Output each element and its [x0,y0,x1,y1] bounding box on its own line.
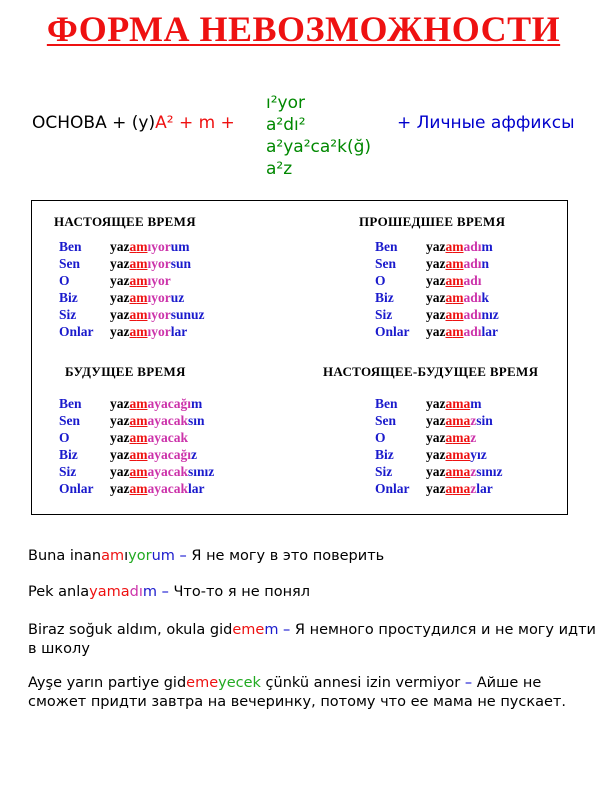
negation-suffix: m [452,324,464,339]
personal-affix: nız [481,307,499,322]
pronoun: Onlar [375,324,410,339]
negation-vowel: a [129,413,137,428]
example-dash: – [157,584,174,600]
verb-form [110,395,202,412]
tense-affix: ıyor [147,324,171,339]
example-turkish-part: Pek anla [28,584,90,600]
negation-vowel: a [129,239,137,254]
example-translation: Я немного простудился и не могу идти в школу [28,622,596,657]
negation-suffix: m [452,290,464,305]
pronoun: Sen [375,256,397,271]
negation-suffix: ma [452,447,471,462]
verb-form [110,255,191,272]
table-row [375,463,503,480]
personal-affix: yız [470,447,487,462]
pronoun: Siz [375,307,393,322]
negation-suffix: m [136,256,148,271]
pronoun: Siz [375,464,393,479]
verb-stem: yaz [426,447,446,462]
example-3 [28,621,598,659]
verb-stem: yaz [426,290,446,305]
verb-form [426,395,482,412]
personal-affix: sın [188,413,205,428]
table-row [375,238,499,255]
verb-stem: yaz [110,273,130,288]
table-row [59,429,214,446]
pronoun: Sen [59,413,81,428]
section-title-present: НАСТОЯЩЕЕ ВРЕМЯ [54,214,196,229]
negation-vowel: a [445,396,453,411]
personal-affix: z [191,447,197,462]
negation-suffix: m [136,413,148,428]
negation-vowel: a [129,464,137,479]
pronoun: O [375,430,386,445]
negation-vowel: a [129,307,137,322]
verb-form [426,255,489,272]
example-dash: – [460,675,477,691]
example-turkish-part: um [151,548,175,564]
tense-affix: z [470,464,477,479]
negation-suffix: ma [452,464,471,479]
table-row [59,395,214,412]
table-row [375,412,503,429]
personal-affix: lar [170,324,188,339]
section-title-past: ПРОШЕДШЕЕ ВРЕМЯ [359,214,506,229]
negation-suffix: m [136,307,148,322]
verb-form [110,272,171,289]
negation-vowel: a [129,481,137,496]
verb-stem: yaz [110,430,130,445]
formula-a2: A² + m + [155,113,235,133]
pronoun: Biz [59,447,78,462]
verb-stem: yaz [426,273,446,288]
tense-affix: z [470,413,477,428]
table-row [375,395,503,412]
verb-stem: yaz [110,413,130,428]
table-present [59,238,205,340]
verb-form [110,429,188,446]
personal-affix: k [481,290,490,305]
verb-stem: yaz [426,413,446,428]
table-row [59,463,214,480]
personal-affix: n [481,256,490,271]
table-row [375,323,499,340]
tense-affix: z [470,481,477,496]
personal-affix: um [170,239,190,254]
example-turkish-part: m [264,622,279,638]
verb-stem: yaz [110,396,130,411]
personal-affix: m [470,396,482,411]
table-row [375,480,503,497]
verb-stem: yaz [110,464,130,479]
personal-affix: sunuz [170,307,205,322]
negation-suffix: m [136,430,148,445]
pronoun: Ben [59,396,82,411]
example-translation: Айше не сможет придти завтра на вечеринку, потому что ее мама не пускает. [28,675,566,710]
verb-stem: yaz [110,239,130,254]
pronoun: Sen [375,413,397,428]
pronoun: Ben [375,396,398,411]
example-turkish-part: dı [129,584,143,600]
example-1 [28,547,598,566]
formula-ending: ı²yor [266,93,305,113]
pronoun: Sen [59,256,81,271]
example-turkish-part: çünkü annesi izin vermiyor [260,675,461,691]
example-dash: – [174,548,192,564]
negation-suffix: m [136,324,148,339]
pronoun: Biz [375,447,394,462]
negation-suffix: m [452,273,464,288]
pronoun: Siz [59,307,77,322]
formula-ending: a²ya²ca²k(ğ) [266,137,372,157]
table-row [59,272,205,289]
formula-ending: a²dı² [266,115,306,135]
negation-suffix: m [136,239,148,254]
negation-vowel: a [445,430,453,445]
table-row [59,446,214,463]
negation-suffix: m [136,464,148,479]
verb-form [110,306,205,323]
negation-vowel: a [445,273,453,288]
verb-form [426,446,487,463]
verb-form [110,238,190,255]
example-2 [28,583,598,602]
verb-form [110,289,184,306]
verb-form [426,306,499,323]
negation-vowel: a [445,464,453,479]
pronoun: Siz [59,464,77,479]
verb-stem: yaz [110,290,130,305]
formula-ending: a²z [266,159,293,179]
verb-form [110,463,214,480]
section-title-future: БУДУЩЕЕ ВРЕМЯ [65,364,186,379]
example-turkish-part: ı [124,548,129,564]
tense-affix: ayacak [147,481,188,496]
tense-affix: ıyor [147,307,171,322]
table-row [59,255,205,272]
page-title: ФОРМА НЕВОЗМОЖНОСТИ [46,9,561,49]
verb-stem: yaz [426,396,446,411]
verb-form [426,429,476,446]
formula-base-text: ОСНОВА + (y) [32,113,156,133]
verb-stem: yaz [110,256,130,271]
verb-form [426,463,503,480]
negation-suffix: m [452,239,464,254]
pronoun: Biz [375,290,394,305]
verb-form [426,238,493,255]
pronoun: Onlar [59,324,94,339]
tense-affix: adı [463,290,482,305]
verb-form [426,272,482,289]
table-row [375,255,499,272]
verb-stem: yaz [426,464,446,479]
example-translation: Что-то я не понял [173,584,311,600]
tense-affix: ıyor [147,273,171,288]
negation-vowel: a [129,430,137,445]
verb-stem: yaz [426,430,446,445]
verb-stem: yaz [426,324,446,339]
negation-suffix: m [136,290,148,305]
tense-affix: ayacak [147,430,188,445]
negation-vowel: a [445,290,453,305]
table-row [375,306,499,323]
formula-personal-affixes: + Личные аффиксы [397,113,575,133]
tense-affix: ayacağı [147,447,191,462]
example-turkish-part: am [101,548,125,564]
verb-stem: yaz [110,307,130,322]
personal-affix: sınız [476,464,503,479]
personal-affix: uz [170,290,185,305]
negation-suffix: m [452,256,464,271]
pronoun: O [375,273,386,288]
negation-suffix: ma [452,430,471,445]
negation-vowel: a [129,290,137,305]
table-row [59,323,205,340]
tense-affix: ıyor [147,256,171,271]
table-row [59,238,205,255]
verb-form [426,323,498,340]
negation-vowel: a [129,447,137,462]
table-row [59,306,205,323]
personal-affix: lar [476,481,493,496]
table-row [375,289,499,306]
negation-vowel: a [129,396,137,411]
pronoun: O [59,273,70,288]
negation-suffix: m [452,307,464,322]
negation-vowel: a [445,447,453,462]
verb-stem: yaz [426,481,446,496]
verb-stem: yaz [110,447,130,462]
negation-suffix: ma [452,413,471,428]
personal-affix: lar [481,324,499,339]
negation-vowel: a [129,256,137,271]
table-row [375,272,499,289]
pronoun: Onlar [375,481,410,496]
verb-stem: yaz [426,307,446,322]
table-row [59,480,214,497]
personal-affix: m [191,396,203,411]
verb-form [110,446,197,463]
tense-affix: z [470,430,477,445]
tense-affix: ıyor [147,239,171,254]
formula-endings [266,92,371,180]
verb-stem: yaz [426,239,446,254]
example-4 [28,674,598,712]
verb-form [110,480,205,497]
table-row [375,446,503,463]
negation-suffix: ma [452,396,471,411]
personal-affix: lar [188,481,205,496]
example-turkish-part: Ayşe yarın partiye gid [28,675,187,691]
pronoun: Onlar [59,481,94,496]
table-row [375,429,503,446]
formula-base [32,113,235,133]
pronoun: Ben [375,239,398,254]
negation-vowel: a [445,307,453,322]
example-turkish-part: yama [89,584,130,600]
example-turkish-part: eme [232,622,265,638]
personal-affix: m [481,239,493,254]
table-future [59,395,214,497]
negation-vowel: a [445,239,453,254]
pronoun: O [59,430,70,445]
table-row [59,412,214,429]
verb-form [426,289,489,306]
example-turkish-part: m [142,584,157,600]
verb-form [426,480,493,497]
conjugation-box [31,200,568,515]
verb-form [426,412,493,429]
personal-affix: sınız [188,464,215,479]
negation-suffix: m [136,273,148,288]
negation-vowel: a [445,413,453,428]
section-title-aorist: НАСТОЯЩЕЕ-БУДУЩЕЕ ВРЕМЯ [323,364,539,379]
example-turkish-part: yor [128,548,152,564]
tense-affix: ıyor [147,290,171,305]
negation-suffix: ma [452,481,471,496]
verb-stem: yaz [110,324,130,339]
verb-form [110,323,187,340]
tense-affix: adı [463,273,482,288]
verb-stem: yaz [110,481,130,496]
tense-affix: ayacağı [147,396,191,411]
table-past [375,238,499,340]
example-turkish-part: yecek [218,675,261,691]
tense-affix: ayacak [147,413,188,428]
negation-suffix: m [136,481,148,496]
negation-suffix: m [136,396,148,411]
verb-form [110,412,205,429]
personal-affix: sun [170,256,192,271]
example-dash: – [278,622,295,638]
verb-stem: yaz [426,256,446,271]
tense-affix: adı [463,307,482,322]
tense-affix: adı [463,324,482,339]
pronoun: Ben [59,239,82,254]
negation-vowel: a [129,273,137,288]
negation-vowel: a [445,481,453,496]
pronoun: Biz [59,290,78,305]
example-turkish-part: Buna inan [28,548,102,564]
negation-suffix: m [136,447,148,462]
example-turkish-part: Biraz soğuk aldım, okula gid [28,622,233,638]
tense-affix: ayacak [147,464,188,479]
personal-affix: sin [476,413,493,428]
negation-vowel: a [445,324,453,339]
tense-affix: adı [463,239,482,254]
negation-vowel: a [445,256,453,271]
table-row [59,289,205,306]
tense-affix: adı [463,256,482,271]
example-turkish-part: eme [186,675,219,691]
example-translation: Я не могу в это поверить [191,548,385,564]
table-aorist [375,395,503,497]
negation-vowel: a [129,324,137,339]
